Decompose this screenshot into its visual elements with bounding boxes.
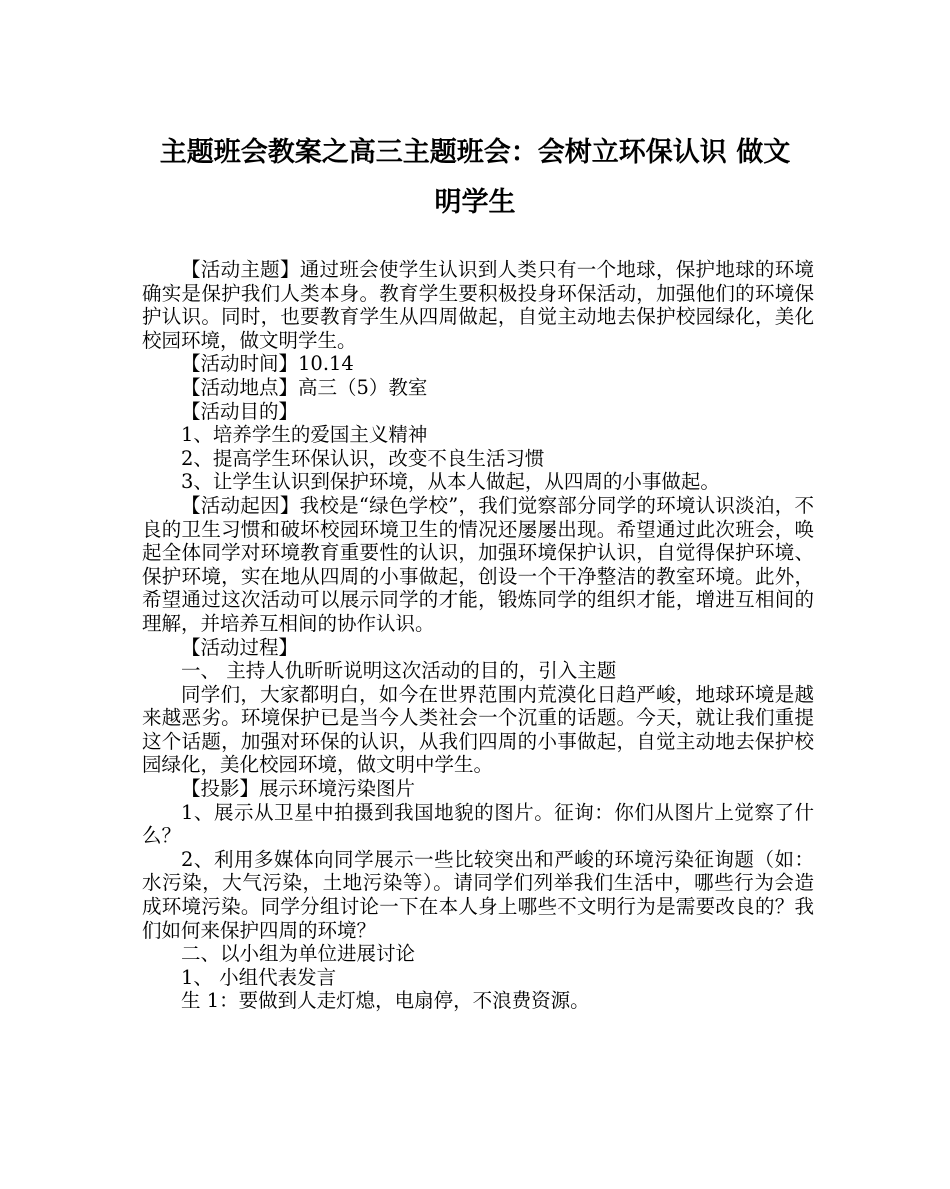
paragraph-activity-purpose-heading: 【活动目的】 bbox=[181, 399, 299, 423]
paragraph-projection-1: 1、展示从卫星中拍摄到我国地貌的图片。征询：你们从图片上觉察了什么？ bbox=[142, 800, 814, 848]
paragraph-host-speech: 同学们，大家都明白，如今在世界范围内荒漠化日趋严峻，地球环境是越来越恶劣。环境保护已是当今人类社会一个沉重的话题。今天，就让我们重提这个话题，加强对环保的认识，从我们四周的小事做起，自觉主动地去保护校园绿化，美化校园环境，做文明中学生。 bbox=[142, 682, 814, 777]
document-title bbox=[120, 128, 830, 228]
paragraph-process-step-1: 一、 主持人仇昕昕说明这次活动的目的，引入主题 bbox=[181, 659, 617, 683]
paragraph-activity-cause: 【活动起因】我校是“绿色学校”，我们觉察部分同学的环境认识淡泊，不良的卫生习惯和破坏校园环境卫生的情况还屡屡出现。希望通过此次班会，唤起全体同学对环境教育重要性的认识，加强环境保护认识，自觉得保护环境、保护环境，实在地从四周的小事做起，创设一个干净整洁的教室环境。此外，希望通过这次活动可以展示同学的才能，锻炼同学的组织才能，增进互相间的理解，并培养互相间的协作认识。 bbox=[142, 493, 814, 635]
paragraph-purpose-2: 2、提高学生环保认识，改变不良生活习惯 bbox=[181, 446, 545, 470]
title-line-1: 主题班会教案之高三主题班会：会树立环保认识 做文 bbox=[159, 137, 791, 168]
paragraph-student-1: 生 1：要做到人走灯熄，电扇停，不浪费资源。 bbox=[181, 989, 590, 1013]
paragraph-purpose-3: 3、让学生认识到保护环境，从本人做起，从四周的小事做起。 bbox=[181, 470, 720, 494]
paragraph-process-step-2: 二、以小组为单位进展讨论 bbox=[181, 942, 416, 966]
document-body bbox=[142, 258, 814, 1013]
paragraph-group-speech: 1、 小组代表发言 bbox=[181, 965, 337, 989]
paragraph-activity-theme: 【活动主题】通过班会使学生认识到人类只有一个地球，保护地球的环境确实是保护我们人类本身。教育学生要积极投身环保活动，加强他们的环境保护认识。同时，也要教育学生从四周做起，自觉主动地去保护校园绿化，美化校园环境，做文明学生。 bbox=[142, 258, 814, 352]
paragraph-purpose-1: 1、培养学生的爱国主义精神 bbox=[181, 423, 428, 447]
paragraph-activity-process-heading: 【活动过程】 bbox=[181, 635, 299, 659]
paragraph-projection: 【投影】展示环境污染图片 bbox=[181, 777, 416, 801]
paragraph-activity-time: 【活动时间】10.14 bbox=[181, 352, 354, 376]
title-line-2: 明学生 bbox=[434, 187, 516, 218]
paragraph-activity-location: 【活动地点】高三（5）教室 bbox=[181, 375, 428, 399]
paragraph-projection-2: 2、利用多媒体向同学展示一些比较突出和严峻的环境污染征询题（如：水污染，大气污染，土地污染等）。请同学们列举我们生活中，哪些行为会造成环境污染。同学分组讨论一下在本人身上哪些不文明行为是需要改良的？我们如何来保护四周的环境？ bbox=[142, 847, 814, 942]
